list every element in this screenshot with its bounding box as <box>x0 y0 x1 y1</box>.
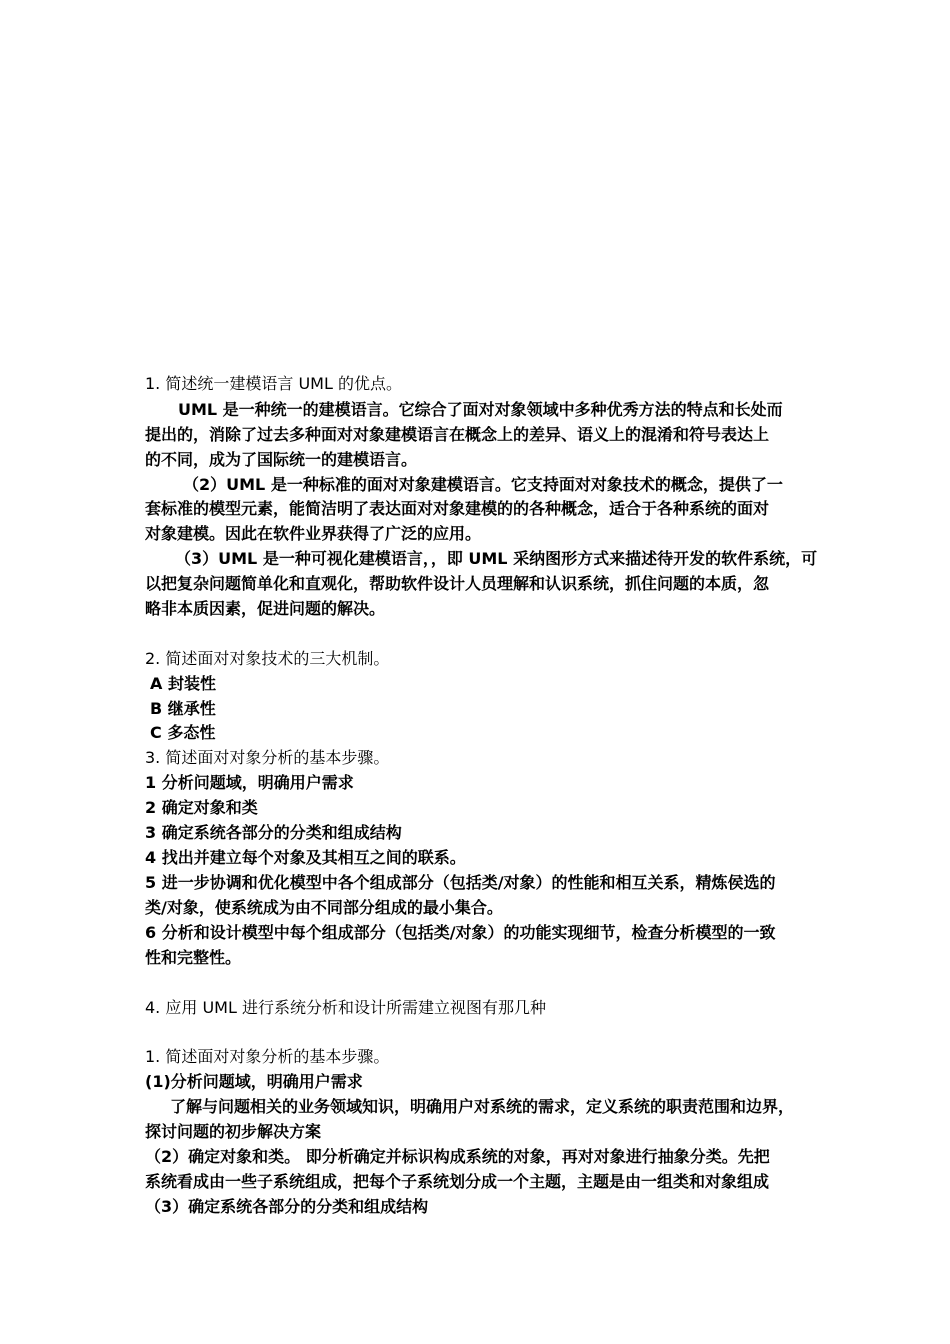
q1-p3-line1: （3）UML 是一种可视化建模语言，，即 UML 采纳图形方式来描述待开发的软件系统，可 <box>175 549 818 568</box>
q3-step-4: 4 找出并建立每个对象及其相互之间的联系。 <box>145 848 466 867</box>
q5-line-5: 系统看成由一些子系统组成，把每个子系统划分成一个主题，主题是由一组类和对象组成 <box>145 1172 770 1191</box>
q1-p1-line1: UML 是一种统一的建模语言。它综合了面对对象领域中多种优秀方法的特点和长处而 <box>178 400 783 419</box>
q1-title: 1. 简述统一建模语言 UML 的优点。 <box>145 374 402 393</box>
q1-p2-line3: 对象建模。因此在软件业界获得了广泛的应用。 <box>145 524 482 543</box>
q5-title: 1. 简述面对对象分析的基本步骤。 <box>145 1047 390 1066</box>
q5-line-4: （2）确定对象和类。 即分析确定并标识构成系统的对象，再对对象进行抽象分类。先把 <box>145 1147 770 1166</box>
q5-line-2: 了解与问题相关的业务领域知识，明确用户对系统的需求，定义系统的职责范围和边界， <box>170 1097 795 1116</box>
q1-p1-line3: 的不同，成为了国际统一的建模语言。 <box>145 450 418 469</box>
q3-step-2: 2 确定对象和类 <box>145 798 258 817</box>
q3-step-1: 1 分析问题域，明确用户需求 <box>145 773 354 792</box>
q2-title: 2. 简述面对对象技术的三大机制。 <box>145 649 390 668</box>
q5-line-6: （3）确定系统各部分的分类和组成结构 <box>145 1197 429 1216</box>
q3-step-3: 3 确定系统各部分的分类和组成结构 <box>145 823 402 842</box>
q3-step-6-line2: 性和完整性。 <box>145 948 242 967</box>
q1-p3-line2: 以把复杂问题简单化和直观化，帮助软件设计人员理解和认识系统，抓住问题的本质，忽 <box>145 574 770 593</box>
q3-step-6-line1: 6 分析和设计模型中每个组成部分（包括类/对象）的功能实现细节，检查分析模型的一致 <box>145 923 776 942</box>
q3-step-5-line1: 5 进一步协调和优化模型中各个组成部分（包括类/对象）的性能和相互关系，精炼侯选的 <box>145 873 776 892</box>
q2-item-b: B 继承性 <box>150 699 216 718</box>
q1-p1-line2: 提出的，消除了过去多种面对对象建模语言在概念上的差异、语义上的混淆和符号表达上 <box>145 425 770 444</box>
q2-item-c: C 多态性 <box>150 723 216 742</box>
q3-title: 3. 简述面对对象分析的基本步骤。 <box>145 748 390 767</box>
q1-p2-line2: 套标准的模型元素，能简洁明了表达面对对象建模的的各种概念，适合于各种系统的面对 <box>145 499 770 518</box>
q1-p3-line3: 略非本质因素，促进问题的解决。 <box>145 599 386 618</box>
q4-title: 4. 应用 UML 进行系统分析和设计所需建立视图有那几种 <box>145 998 546 1017</box>
q3-step-5-line2: 类/对象，使系统成为由不同部分组成的最小集合。 <box>145 898 503 917</box>
q5-line-1: (1)分析问题域，明确用户需求 <box>145 1072 363 1091</box>
q1-p2-line1: （2）UML 是一种标准的面对对象建模语言。它支持面对对象技术的概念，提供了一 <box>183 475 783 494</box>
q2-item-a: A 封装性 <box>150 674 216 693</box>
q5-line-3: 探讨问题的初步解决方案 <box>145 1122 322 1141</box>
